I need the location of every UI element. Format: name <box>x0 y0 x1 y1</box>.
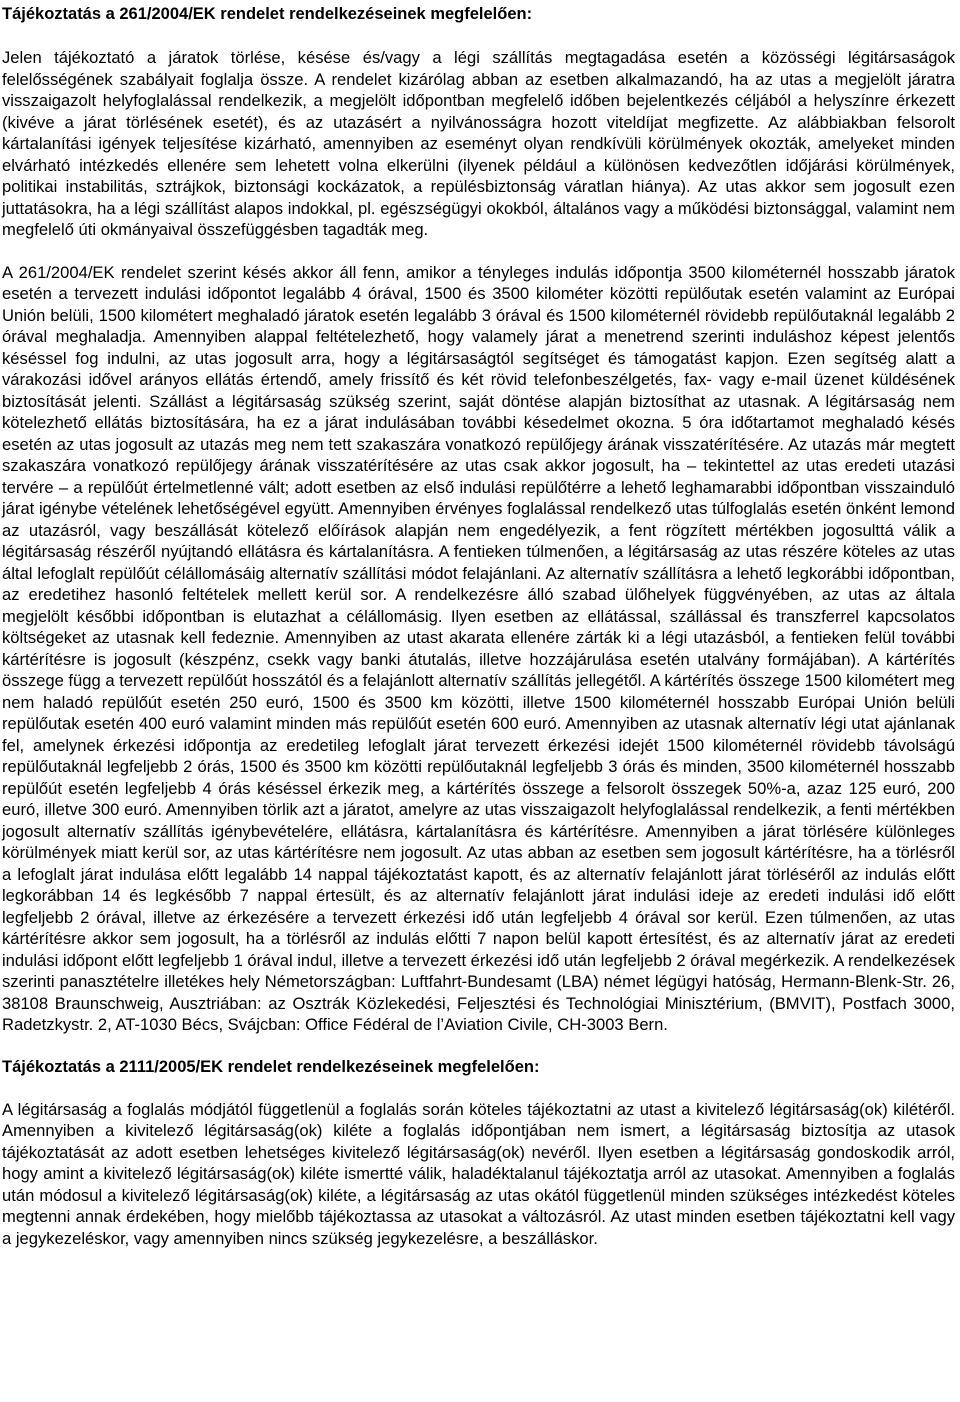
paragraph-delay-rules: A 261/2004/EK rendelet szerint késés akkor áll fenn, amikor a tényleges indulás időpontja 3500 kilométernél hosszabb járatok esetén a tervezett indulási időpontot legalább 4 órával, 1500 és 3500 kilométer közötti repülőutak esetén valamint az Európai Unión belüli, 1500 kilométert meghaladó járatok esetén legalább 3 órával és 1500 kilométernél rövidebb repülőutaknál legalább 2 órával meghaladja. Amennyiben alappal feltételezhető, hogy valamely járat a menetrend szerinti induláshoz képest jelentős késéssel fog indulni, az utas jogosult arra, hogy a légitársaságtól segítséget és támogatást kapjon. Ezen segítség alatt a várakozási idővel arányos ellátás értendő, amely frissítő és két rövid telefonbeszélgetés, fax- vagy e-mail üzenet küldésének biztosítását jelenti. Szállást a légitársaság szükség szerint, saját döntése alapján biztosíthat az utasnak. A légitársaság nem kötelezhető ellátás biztosítására, ha ez a járat indulásában további késedelmet okozna. 5 óra időtartamot meghaladó késés esetén az utas jogosult az utazás meg nem tett szakaszára vonatkozó repülőjegy árának visszatérítésére. Az utazás már megtett szakaszára vonatkozó repülőjegy árának visszatérítésére az utas csak akkor jogosult, ha – tekintettel az utas eredeti utazási tervére – a repülőút értelmetlenné vált; adott esetben az első indulási repülőtérre a lehető leghamarabbi időpontban visszainduló járat igénybe vételének lehetőségével együtt. Amennyiben érvényes foglalással rendelkező utas túlfoglalás esetén önként lemond az utazásról, vagy beszállását kötelező előírások alapján nem engedélyezik, a fent rögzített mértékben jogosulttá válik a légitársaság részéről nyújtandó ellátásra és kártalanításra. A fentieken túlmenően, a légitársaság az utas részére köteles az utas által lefoglalt repülőút célállomásáig alternatív szállítási módot felajánlani. Az alternatív szállításra a lehető legkorábbi időpontban, az eredetihez hasonló feltételek mellett kerül sor. A rendelkezésre álló szabad ülőhelyek függvényében, az utas az általa megjelölt későbbi időpontban is elutazhat a célállomásig. Ilyen esetben az ellátással, szállással és transzferrel kapcsolatos költségeket az utasnak kell fedeznie. Amennyiben az utast akarata ellenére zárták ki a légi utazásból, a fentieken felül további kártérítésre is jogosult (készpénz, csekk vagy banki átutalás, illetve hozzájárulása esetén utalvány formájában). A kártérítés összege függ a tervezett repülőút hosszától és a felajánlott alternatív szállítás jellegétől. A kártérítés összege 1500 kilométert meg nem haladó repülőút esetén 250 euró, 1500 és 3500 km közötti, illetve 1500 kilométernél hosszabb Európai Unión belüli repülőutak esetén 400 euró valamint minden más repülőút esetén 600 euró. Amennyiben az utasnak alternatív légi utat ajánlanak fel, amelynek érkezési időpontja az eredetileg lefoglalt járat tervezett érkezési idejét 1500 kilométernél rövidebb távolságú repülőutaknál legfeljebb 2 órás, 1500 és 3500 km közötti repülőutaknál legfeljebb 3 órás és minden, 3500 kilométernél hosszabb repülőút esetén legfeljebb 4 órás késéssel érkezik meg, a kártérítés összege a felsorolt összegek 50%-a, azaz 125 euró, 200 euró, illetve 300 euró. Amennyiben törlik azt a járatot, amelyre az utas visszaigazolt helyfoglalással rendelkezik, a fenti mértékben jogosult alternatív szállítás igénybevételére, ellátásra, kártalanításra és kártérítésre. Amennyiben a járat törlésére különleges körülmények miatt kerül sor, az utas kártérítésre nem jogosult. Az utas abban az esetben sem jogosult kártérítésre, ha a törlésről a lefoglalt járat indulása előtt legalább 14 nappal tájékoztatást kapott, és az alternatív felajánlott járat törléséről az indulás előtt legkorábban 14 és legkésőbb 7 nappal értesült, és az alternatív felajánlott járat indulási ideje az eredeti indulási idő előtt legfeljebb 2 órával, illetve az érkezésére a tervezett érkezési idő után legfeljebb 4 órával sor kerül. Ezen túlmenően, az utas kártérítésre akkor sem jogosult, ha a törlésről az indulás előtti 7 napon belül kapott értesítést, és az alternatív járat az eredeti indulási időpont előtt legfeljebb 1 órával indul, illetve a tervezett érkezési idő után legfeljebb 2 órával megérkezik. A rendelkezések szerinti panasztételre illetékes hely Németországban: Luftfahrt-Bundesamt (LBA) német légügyi hatóság, Hermann-Blenk-Str. 26, 38108 Braunschweig, Ausztriában: az Osztrák Közlekedési, Feljesztési és Technológiai Minisztérium, (BMVIT), Postfach 3000, Radetzkystr. 2, AT-1030 Bécs, Svájcban: Office Fédéral de l’Aviation Civile, CH-3003 Bern. <box>2 262 955 1034</box>
paragraph-carrier-identity: A légitársaság a foglalás módjától függetlenül a foglalás során köteles tájékoztatni az utast a kivitelező légitársaság(ok) kilétéről. Amennyiben a kivitelező légitársaság(ok) kiléte a foglalás időpontjában nem ismert, a légitársaság biztosítja az utasok tájékoztatását az adott esetben lehetséges kivitelező légitársaság(ok) nevéről. Ilyen esetben a légitársaság gondoskodik arról, hogy amint a kivitelező légitársaság(ok) kiléte ismertté válik, haladéktalanul tájékoztatja arról az utasokat. Amennyiben a foglalás után módosul a kivitelező légitársaság(ok) kiléte, a légitársaság az utas okától függetlenül minden szükséges intézkedést köteles megtenni annak érdekében, hogy mielőbb tájékoztassa az utasokat a változásról. Az utast minden esetben tájékoztatni kell vagy a jegykezeléskor, vagy amennyiben nincs szükség jegykezelésre, a beszálláskor. <box>2 1099 955 1248</box>
document-page <box>2 0 955 1249</box>
paragraph-scope: Jelen tájékoztató a járatok törlése, késése és/vagy a légi szállítás megtagadása esetén a közösségi légitársaságok felelősségének szabályait foglalja össze. A rendelet kizárólag abban az esetben alkalmazandó, ha az utas a megjelölt járatra visszaigazolt helyfoglalással rendelkezik, a megjelölt időpontban megfelelő időben bejelentkezés céljából a helyszínre érkezett (kivéve a járat törlésének esetét), és az utazásért a nyilvánosságra hozott viteldíjat megfizette. Az alábbiakban felsorolt kártalanítási igények teljesítése kizárható, amennyiben az eseményt olyan rendkívüli körülmények okozták, amelyeket minden elvárható intézkedés ellenére sem lehetett volna elkerülni (ilyenek például a különösen kedvezőtlen időjárási körülmények, politikai instabilitás, sztrájkok, biztonsági kockázatok, a repülésbiztonság váratlan hiánya). Az utas akkor sem jogosult ezen juttatásokra, ha a légi szállítást alapos indokkal, pl. egészségügyi okokból, általános vagy a működési biztonsággal, valamint nem megfelelő úti okmányaival összefüggésben tagadták meg. <box>2 48 955 239</box>
section-heading-2111-2005: Tájékoztatás a 2111/2005/EK rendelet rendelkezéseinek megfelelően: <box>2 1057 540 1076</box>
section-heading-261-2004: Tájékoztatás a 261/2004/EK rendelet rendelkezéseinek megfelelően: <box>2 5 533 23</box>
